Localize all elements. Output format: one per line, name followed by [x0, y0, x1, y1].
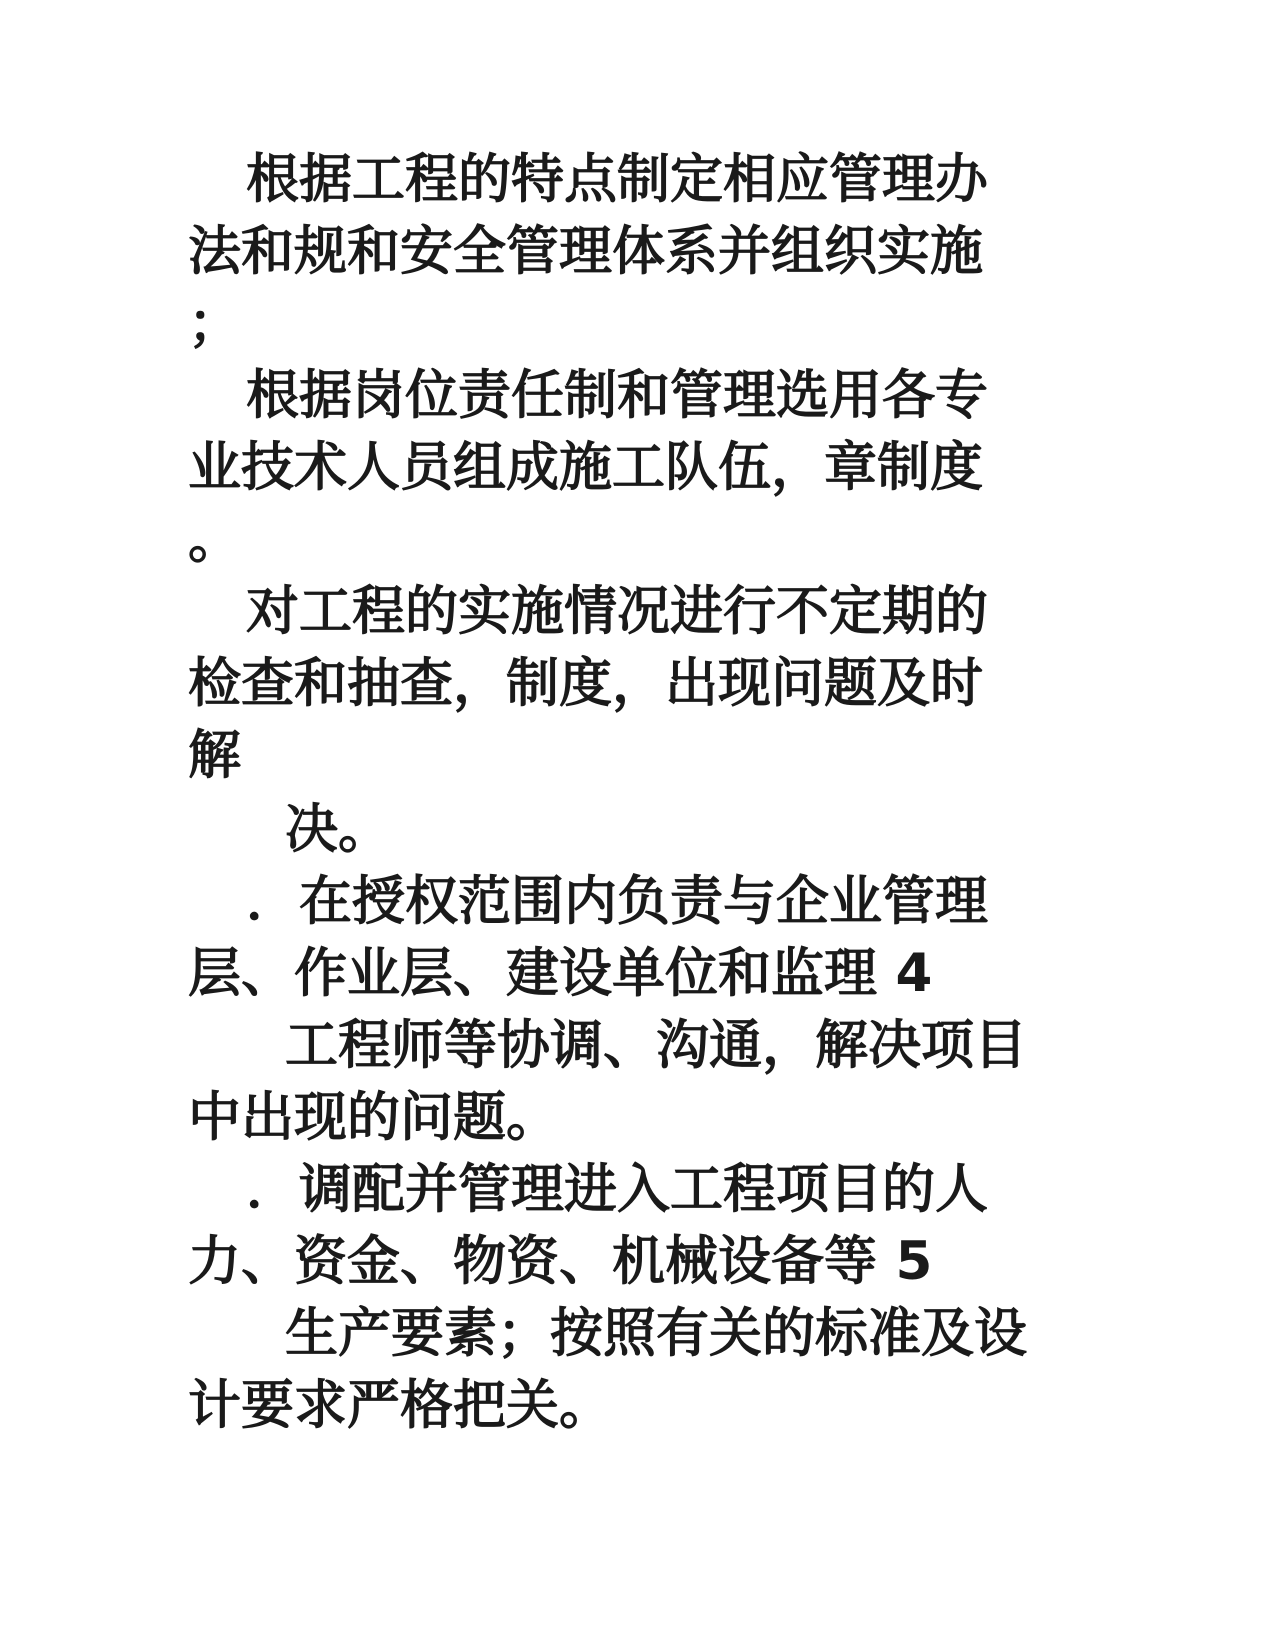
text-line: ；	[188, 293, 241, 354]
text-line: 根据岗位责任制和管理选用各专	[246, 365, 988, 426]
text-line: 根据工程的特点制定相应管理办	[246, 149, 988, 210]
text-line: ．调配并管理进入工程项目的人	[246, 1159, 988, 1220]
text-line: 中出现的问题。	[188, 1087, 559, 1148]
text-line: 决。	[285, 799, 391, 860]
text-line: 法和规和安全管理体系并组织实施	[188, 221, 983, 282]
text-line: 计要求严格把关。	[188, 1375, 612, 1436]
text-line: 生产要素；按照有关的标准及设	[285, 1303, 1027, 1364]
text-line: 业技术人员组成施工队伍，章制度	[188, 437, 983, 498]
text-line: 解	[188, 725, 241, 786]
text-line: 力、资金、物资、机械设备等 5	[188, 1231, 933, 1292]
text-line: 层、作业层、建设单位和监理 4	[188, 943, 933, 1004]
text-line: 对工程的实施情况进行不定期的	[246, 581, 988, 642]
text-line: 工程师等协调、沟通，解决项目	[285, 1015, 1027, 1076]
text-line: ．在授权范围内负责与企业管理	[246, 871, 988, 932]
text-line: 。	[188, 509, 241, 570]
text-line: 检查和抽查，制度，出现问题及时	[188, 653, 983, 714]
